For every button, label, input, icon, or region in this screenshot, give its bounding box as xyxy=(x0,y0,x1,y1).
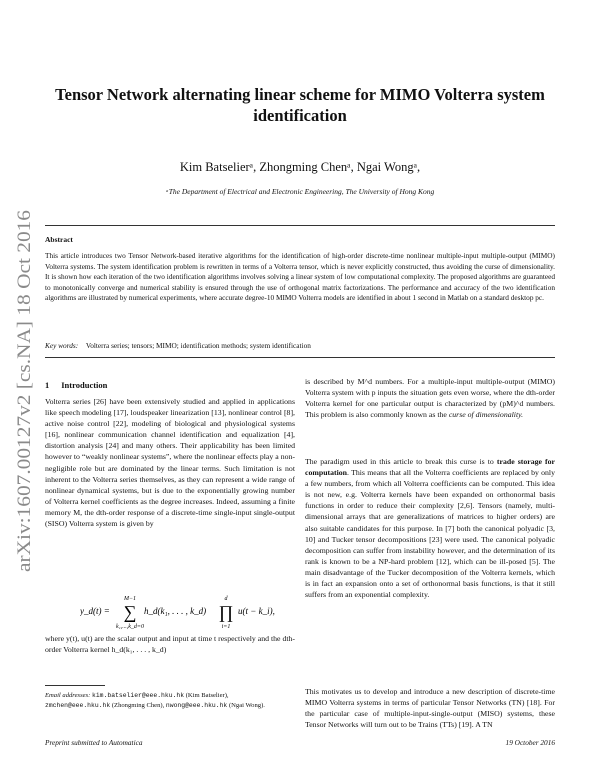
left-column-paragraph-1 xyxy=(45,396,295,529)
footer-date: 19 October 2016 xyxy=(505,738,555,747)
paradigm-bold-phrase: trade storage for computation xyxy=(305,457,556,478)
email-link-1[interactable]: kim.batselier@eee.hku.hk xyxy=(92,692,185,699)
abstract-text: This article introduces two Tensor Network-based iterative algorithms for the identification of high-order discrete-time nonlinear multiple-input multiple-output (MIMO) Volterra systems. The system identification problem is rewritten in terms of a Volterra tensor, which is never explicitly constructed, thus avoiding the curse of dimensionality. It is shown how each iteration of the two identification algorithms involves solving a linear system of low computational complexity. The proposed algorithms are guaranteed to monotonically converge and numerical stability is ensured through the use of orthogonal matrix factorizations. The performance and accuracy of the two identification algorithms are illustrated by numerical experiments, where accurate degree-10 MIMO Volterra models are identified in about 1 second in Matlab on a standard desktop pc. xyxy=(45,251,555,302)
right-column-paragraph-2 xyxy=(305,456,555,600)
volterra-equation xyxy=(80,591,300,631)
paradigm-text-rest: . This means that all the Volterra coefficients are replaced by only a few numbers, from which all Volterra coefficients can be computed. This idea is not new, e.g. Volterra kernels have been expanded on orthonormal basis functions in order to reduce their complexity [2,6]. Tensors (namely, multi-dimensional arrays that are generalizations of matrices to higher orders) are also suitable candidates for this purpose. In [7] both the canonical polyadic [3, 10] and Tucker tensor decompositions [23] were used. The canonical polyadic decomposition can suffer from instability however, and the determination of its rank is known to be a NP-hard problem [12], which can be ill-posed [5]. The main disadvantage of the Tucker decomposition of the Volterra kernels, which is in fact an expansion onto a set of orthonormal basis functions, is that it still suffers from an exponential complexity. xyxy=(305,468,555,600)
intro-paragraph-3 xyxy=(305,376,555,420)
curse-text: is described by M^d numbers. For a multiple-input multiple-output (MIMO) Volterra system with p inputs the situation gets even worse, where the dth-order Volterra kernel for one particular output is characterized by (pM)^d numbers. This problem is also commonly known as the xyxy=(305,377,555,420)
abstract-heading: Abstract xyxy=(45,235,73,244)
paper-title: Tensor Network alternating linear scheme for MIMO Volterra system identification xyxy=(55,85,545,125)
equation-sum-symbol: ∑ xyxy=(123,602,137,622)
left-column-paragraph-2 xyxy=(45,633,295,655)
equation-input-term: u(t − k_i), xyxy=(238,606,275,616)
paradigm-text-start: The paradigm used in this article to break this curse is to xyxy=(305,457,494,466)
intro-paragraph-1: Volterra series [26] have been extensively studied and applied in applications like speech modeling [17], loudspeaker linearization [13], nonlinear control [8], active noise control [22], modeling of biological and physiological systems [16], nonlinear communication channel identification and equalization [4], distortion analysis [24] and many others. Their applicability has been limited however to “weakly nonlinear systems”, where the nonlinear effects play a non-negligible role but are dominated by the linear terms. Such limitation is not inherent to the Volterra series themselves, as they can represent a wide range of nonlinear dynamical systems, but is due to the exponentially growing number of Volterra kernel coefficients as the degree increases. Indeed, assuming a finite memory M, the dth-order response of a discrete-time single-input single-output (SISO) Volterra system is given by xyxy=(45,397,295,529)
keywords-list: Volterra series; tensors; MIMO; identification methods; system identification xyxy=(85,341,311,350)
footnote-label: Email addresses: xyxy=(45,692,91,699)
equation-lhs: y_d(t) = xyxy=(80,606,110,616)
email-owner-2: (Zhongming Chen), xyxy=(111,701,165,709)
email-owner-1: (Kim Batselier), xyxy=(185,692,229,699)
keywords-label: Key words: xyxy=(45,341,79,350)
email-link-3[interactable]: nwong@eee.hku.hk xyxy=(165,701,228,709)
section-title: Introduction xyxy=(61,380,108,390)
arxiv-identifier: arXiv:1607.00127v2 [cs.NA] 18 Oct 2016 xyxy=(14,250,35,572)
right-column-paragraph-1 xyxy=(305,376,555,420)
equation-sum-lower: k₁,...,k_d=0 xyxy=(116,624,144,630)
footnote-emails xyxy=(45,691,295,710)
keywords xyxy=(45,341,555,350)
intro-paragraph-5: This motivates us to develop and introduce a new description of discrete-time MIMO Volterra systems in terms of particular Tensor Networks (TN) [18]. For the particular case of multiple-input-single-output (MISO) systems, these Tensor Networks will turn out to be Trains (TTs) [19]. A TN xyxy=(305,687,555,730)
equation-prod-lower: i=1 xyxy=(221,624,231,630)
arxiv-side-label xyxy=(4,204,40,574)
equation-kernel: h_d(k₁, . . . , k_d) xyxy=(144,606,207,616)
equation-prod-symbol: ∏ xyxy=(218,602,234,622)
footnote-divider xyxy=(45,685,105,686)
section-number: 1 xyxy=(45,380,50,390)
email-owner-3: (Ngai Wong). xyxy=(228,701,265,709)
right-column-paragraph-3 xyxy=(305,686,555,730)
equation-sum-upper: M−1 xyxy=(123,596,137,602)
intro-paragraph-4 xyxy=(305,456,555,600)
section-heading xyxy=(45,380,119,390)
footer-journal: Preprint submitted to Automatica xyxy=(45,738,143,747)
intro-paragraph-2: where y(t), u(t) are the scalar output and input at time t respectively and the dth-order Volterra kernel h_d(k₁, . . . , k_d) xyxy=(45,634,295,655)
curse-emphasis: curse of dimensionality. xyxy=(448,410,524,420)
author-list: Kim Batselierᵃ, Zhongming Chenᵃ, Ngai Wongᵃ, xyxy=(179,160,421,174)
email-link-2[interactable]: zmchen@eee.hku.hk xyxy=(45,701,111,709)
top-divider xyxy=(45,225,555,226)
equation-prod-upper: d xyxy=(224,596,228,602)
abstract-bottom-divider xyxy=(45,357,555,358)
affiliation: ᵃThe Department of Electrical and Electronic Engineering, The University of Hong Kong xyxy=(165,187,435,196)
